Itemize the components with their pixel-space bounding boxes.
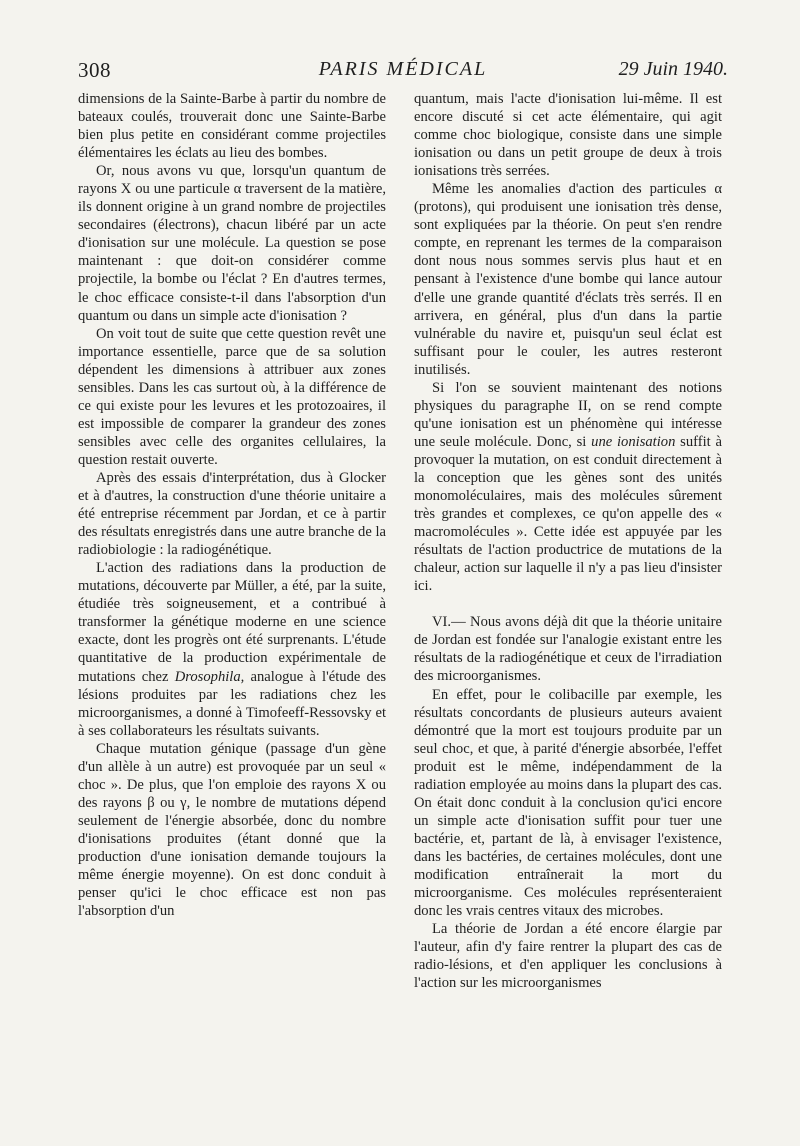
paragraph: En effet, pour le colibacille par exemple, les résultats concordants de plusieurs auteurs avaient démontré que la mort est toujours produite par un seul choc, et que, à parité d'énergie absorbée, l'effet produit est le même, indépendamment de la radiation employée au moins dans la plupart des cas. On était donc conduit à la conclusion qu'ici encore un simple acte d'ionisation suffit pour tuer une bactérie, et, partant de là, à envisager l'existence, dans les bactéries, de certaines molécules, dont une modification entraînerait la mort du microorganisme. Ces molécules représenteraient donc les vrais centres vitaux des microbes. bbox=[414, 686, 722, 920]
paragraph bbox=[78, 559, 386, 739]
running-header bbox=[78, 58, 728, 86]
paragraph: Après des essais d'interprétation, dus à Glocker et à d'autres, la construction d'une théorie unitaire a été entreprise récemment par Jordan, et ce à partir des résultats enregistrés dans une autre branche de la radiobiologie : la radiogénétique. bbox=[78, 469, 386, 559]
text-run: L'action des radiations dans la production de mutations, découverte par Müller, a été, par la suite, étudiée très soigneusement, et a contribué à transformer la génétique moderne en une science exacte, dont les progrès ont été surprenants. L'étude quantitative de la production expérimentale de mutations chez bbox=[78, 560, 386, 685]
paragraph: Chaque mutation génique (passage d'un gène d'un allèle à un autre) est provoquée par un seul « choc ». De plus, que l'on emploie des rayons X ou des rayons β ou γ, le nombre de mutations dépend seulement de l'énergie absorbée, donc du nombre d'ionisations produites (étant donné que la production d'une ionisation demande toujours la même énergie moyenne). On est donc conduit à penser qu'ici le choc efficace est non pas l'absorption d'un bbox=[78, 740, 386, 920]
right-column bbox=[414, 90, 722, 992]
paragraph: quantum, mais l'acte d'ionisation lui-même. Il est encore discuté si cet acte élémentaire, qui agit comme choc biologique, consiste dans une simple ionisation ou dans un petit groupe de deux à trois ionisations très serrées. bbox=[414, 91, 722, 180]
issue-date: 29 Juin 1940. bbox=[618, 58, 728, 80]
italic-term: une ionisation bbox=[591, 433, 676, 450]
paragraph: Or, nous avons vu que, lorsqu'un quantum de rayons X ou une particule α traversent de la matière, ils donnent origine à un grand nombre de projectiles secondaires (électrons), chacun libéré par un acte d'ionisation sur une molécule. La question se pose maintenant : que doit-on considérer comme projectile, la bombe ou l'éclat ? En d'autres termes, le choc efficace consiste-t-il dans l'absorption d'un quantum ou dans un simple acte d'ionisation ? bbox=[78, 163, 386, 324]
text-run: suffit à provoquer la mutation, on est conduit directement à la conception que les gènes sont des unités monomoléculaires, mais des molécules sûrement très grandes et complexes, ce qu'on appelle des « macromolécules ». Cette idée est appuyée par les résultats de l'action productrice de mutations de la chaleur, action sur laquelle il n'y a pas lieu d'insister ici. bbox=[414, 433, 722, 595]
paragraph: dimensions de la Sainte-Barbe à partir du nombre de bateaux coulés, trouverait donc une Sainte-Barbe bien plus petite en considérant comme projectiles élémentaires les éclats au lieu des bombes. bbox=[78, 91, 386, 162]
paragraph bbox=[414, 379, 722, 596]
paragraph: On voit tout de suite que cette question revêt une importance essentielle, parce que de sa solution dépendent les dimensions à attribuer aux zones sensibles. Dans les cas surtout où, à la différence de ce qui existe pour les levures et les protozoaires, il est impossible de comparer la grandeur des zones sensibles avec celle des organites cellulaires, la question restait ouverte. bbox=[78, 325, 386, 468]
section-number: VI. bbox=[432, 614, 452, 631]
journal-title: PARIS MÉDICAL bbox=[318, 58, 488, 80]
section-paragraph bbox=[414, 613, 722, 685]
text-run: analogue à l'étude des lésions produites par les radiations chez les microorganismes, a donné à Timofeeff-Ressovsky et à ses collaborateurs les résultats suivants. bbox=[78, 668, 386, 739]
italic-term: Drosophila, bbox=[174, 668, 245, 685]
text-run: — Nous avons déjà dit que la théorie unitaire de Jordan est fondée sur l'analogie existant entre les résultats de la radiogénétique et ceux de l'irradiation des microorganismes. bbox=[414, 614, 722, 685]
text-run: Si l'on se souvient maintenant des notions physiques du paragraphe II, on se rend compte qu'une ionisation est un phénomène qui intéresse une seule molécule. Donc, si bbox=[414, 379, 722, 450]
page-number: 308 bbox=[78, 58, 111, 82]
paragraph: La théorie de Jordan a été encore élargie par l'auteur, afin d'y faire rentrer la plupart des cas de radio-lésions, et d'en appliquer les conclusions à l'action sur les microorganismes bbox=[414, 921, 722, 992]
paragraph: Même les anomalies d'action des particules α (protons), qui produisent une ionisation très dense, sont expliquées par la théorie. On peut s'en rendre compte, en reprenant les termes de la comparaison dont nous nous sommes servis plus haut et en pensant à l'existence d'une bombe qui lance autour d'elle une grande quantité d'éclats très serrés. Il en arrivera, en général, plus d'un dans la partie vulnérable du navire et, puisqu'un seul éclat est suffisant pour le couler, les autres resteront inutilisés. bbox=[414, 181, 722, 378]
left-column bbox=[78, 90, 386, 920]
